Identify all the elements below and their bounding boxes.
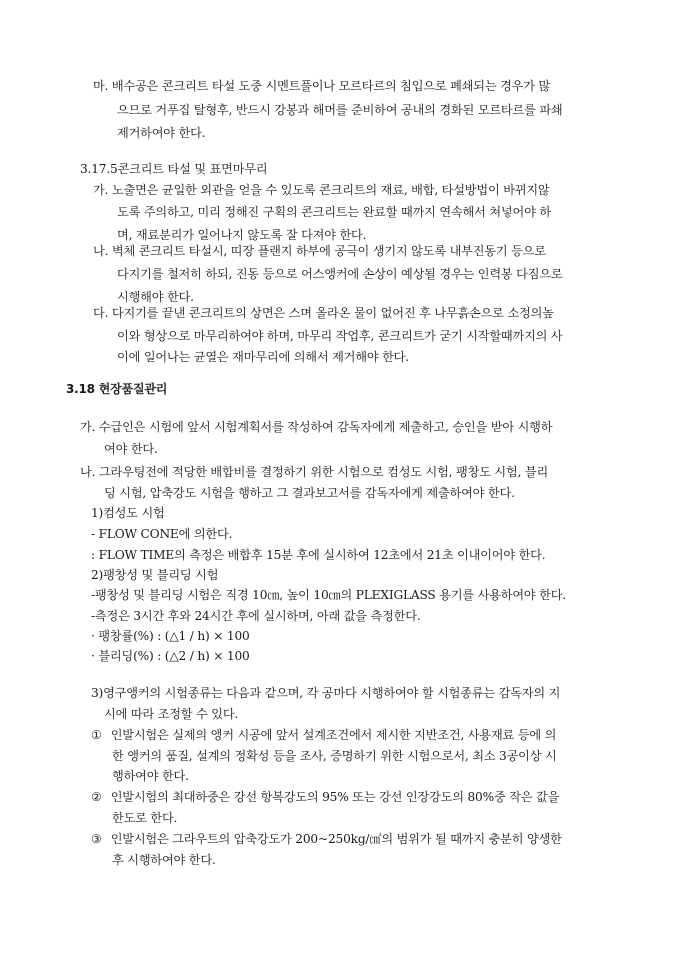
paragraph-ga-line-2: 도록 주의하고, 미리 정해진 구획의 콘크리트는 완료할 때까지 연속해서 쳐넣어야 하 (117, 205, 551, 219)
formula-bleeding-rate: · 블리딩(%) : (△2 / h) × 100 (91, 649, 250, 663)
paragraph-da-line-3: 이에 일어나는 균열은 재마무리에 의해서 제거해야 한다. (117, 350, 409, 364)
pullout-item-3-line-2: 후 시행하여야 한다. (112, 853, 216, 867)
pullout-item-1-line-2: 한 앵커의 품질, 설계의 정확성 등을 조사, 증명하기 위한 시험으로서, 최소 3공이상 시 (112, 749, 557, 763)
paragraph-na-line-3: 시행해야 한다. (117, 290, 194, 304)
paragraph-ga-line-1: 가. 노출면은 균일한 외관을 얻을 수 있도록 콘크리트의 재료, 배합, 타설방법이 바뀌지않 (93, 183, 550, 197)
quality-na-line-1: 나. 그라우팅전에 적당한 배합비를 결정하기 위한 시험으로 컴성도 시험, 팽창도 시험, 블리 (80, 465, 549, 479)
formula-expansion-rate: · 팽창률(%) : (△1 / h) × 100 (91, 629, 250, 643)
item-text: 인발시험은 그라우트의 압축강도가 200~250kg/㎠의 범위가 될 때까지 충분히 양생한 (110, 832, 562, 846)
paragraph-ma-line-2: 으므로 거푸집 탈형후, 반드시 강봉과 해머를 준비하여 공내의 경화된 모르타르를 파쇄 (117, 103, 563, 117)
paragraph-da-line-2: 이와 형상으로 마무리하여야 하며, 마무리 작업후, 콘크리트가 굳기 시작할때까지의 사 (117, 329, 563, 343)
pullout-item-2-line-1 (91, 789, 559, 805)
paragraph-da-line-1: 다. 다지기를 끝낸 콘크리트의 상면은 스며 올라온 물이 없어진 후 나무흙손으로 소정의높 (93, 306, 554, 320)
sub2-line-1: -팽창성 및 블리딩 시험은 직경 10㎝, 높이 10㎝의 PLEXIGLASS 용기를 사용하여야 한다. (91, 588, 566, 602)
sub3-line-2: 시에 따라 조정할 수 있다. (104, 707, 239, 721)
paragraph-na-line-1: 나. 벽체 콘크리트 타설시, 띠장 플랜지 하부에 공극이 생기지 않도록 내부진동기 등으로 (93, 244, 546, 258)
sub3-line-1: 3)영구앵커의 시험종류는 다음과 같으며, 각 공마다 시행하여야 할 시험종류는 감독자의 지 (91, 686, 561, 700)
pullout-item-2-line-2: 한도로 한다. (112, 811, 178, 825)
item-number: ① (91, 728, 102, 742)
sub1-line-1: - FLOW CONE에 의한다. (91, 527, 233, 541)
pullout-item-1-line-1 (91, 727, 556, 743)
paragraph-ga-line-3: 며, 재료분리가 일어나지 않도록 잘 다져야 한다. (117, 228, 367, 242)
pullout-item-1-line-3: 행하여야 한다. (112, 769, 189, 783)
item-number: ③ (91, 832, 102, 846)
sub1-title: 1)컴성도 시험 (91, 506, 165, 520)
item-text: 인발시험은 실제의 앵커 시공에 앞서 설계조건에서 제시한 지반조건, 사용재료 등에 의 (110, 728, 557, 742)
quality-ga-line-1: 가. 수급인은 시험에 앞서 시험계획서를 작성하여 감독자에게 제출하고, 승인을 받아 시행하 (80, 420, 553, 434)
section-3-17-5-title: 3.17.5콘크리트 타설 및 표면마무리 (80, 162, 268, 176)
item-number: ② (91, 790, 102, 804)
sub2-line-2: -측정은 3시간 후와 24시간 후에 실시하며, 아래 값을 측정한다. (91, 609, 421, 623)
paragraph-ma-line-3: 제거하여야 한다. (117, 126, 206, 140)
pullout-item-3-line-1 (91, 831, 562, 847)
quality-na-line-2: 딩 시험, 압축강도 시험을 행하고 그 결과보고서를 감독자에게 제출하여야 한다. (104, 486, 515, 500)
item-text: 인발시험의 최대하중은 강선 항복강도의 95% 또는 강선 인장강도의 80%중 작은 값을 (110, 790, 560, 804)
sub2-title: 2)팽창성 및 블리딩 시험 (91, 568, 219, 582)
paragraph-ma-line-1: 마. 배수공은 콘크리트 타설 도중 시멘트풀이나 모르타르의 침입으로 폐쇄되는 경우가 많 (93, 79, 551, 93)
section-3-18-title: 3.18 현장품질관리 (66, 382, 168, 396)
sub1-line-2: : FLOW TIME의 측정은 배합후 15분 후에 실시하여 12초에서 21초 이내이어야 한다. (91, 548, 546, 562)
quality-ga-line-2: 여야 한다. (104, 442, 158, 456)
paragraph-na-line-2: 다지기를 철저히 하되, 진동 등으로 어스앵커에 손상이 예상될 경우는 인력봉 다짐으로 (117, 267, 563, 281)
